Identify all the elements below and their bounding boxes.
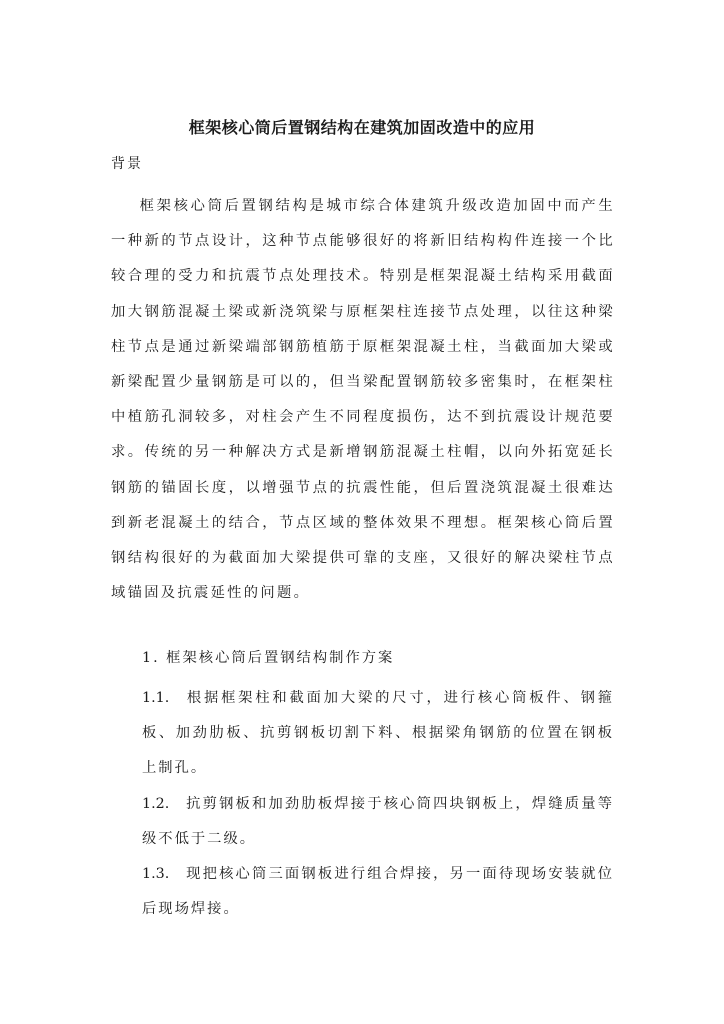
list-item-text: 抗剪钢板和加劲肋板焊接于核心筒四块钢板上，焊缝质量等级不低于二级。 bbox=[142, 796, 614, 848]
body-paragraph: 框架核心筒后置钢结构是城市综合体建筑升级改造加固中而产生一种新的节点设计，这种节点能够很好的将新旧结构构件连接一个比较合理的受力和抗震节点处理技术。特别是框架混凝土结构采用截面加大钢筋混凝土梁或新浇筑梁与原框架柱连接节点处理，以往这种梁柱节点是通过新梁端部钢筋植筋于原框架混凝土柱，当截面加大梁或新梁配置少量钢筋是可以的，但当梁配置钢筋较多密集时，在框架柱中植筋孔洞较多，对柱会产生不同程度损伤，达不到抗震设计规范要求。传统的另一种解决方式是新增钢筋混凝土柱帽，以向外拓宽延长钢筋的锚固长度，以增强节点的抗震性能，但后置浇筑混凝土很难达到新老混凝土的结合，节点区域的整体效果不理想。框架核心筒后置钢结构很好的为截面加大梁提供可靠的支座，又很好的解决梁柱节点域锚固及抗震延性的问题。 bbox=[111, 198, 615, 602]
list-item-text: 现把核心筒三面钢板进行组合焊接，另一面待现场安装就位后现场焊接。 bbox=[142, 866, 614, 918]
document-title: 框架核心筒后置钢结构在建筑加固改造中的应用 bbox=[188, 118, 536, 137]
list-item-text: 根据框架柱和截面加大梁的尺寸，进行核心筒板件、钢箍板、加劲肋板、抗剪钢板切割下料、根据梁角钢筋的位置在钢板上制孔。 bbox=[142, 690, 614, 777]
section-heading-background: 背景 bbox=[111, 156, 143, 172]
list-item-number: 1.2. bbox=[142, 796, 170, 812]
list-item bbox=[142, 857, 614, 927]
list-item bbox=[142, 681, 614, 787]
list-item bbox=[142, 787, 614, 857]
section-heading-1: 1. 框架核心筒后置钢结构制作方案 bbox=[142, 650, 395, 666]
list-item-number: 1.3. bbox=[142, 866, 170, 882]
list-item-number: 1.1. bbox=[142, 690, 170, 706]
